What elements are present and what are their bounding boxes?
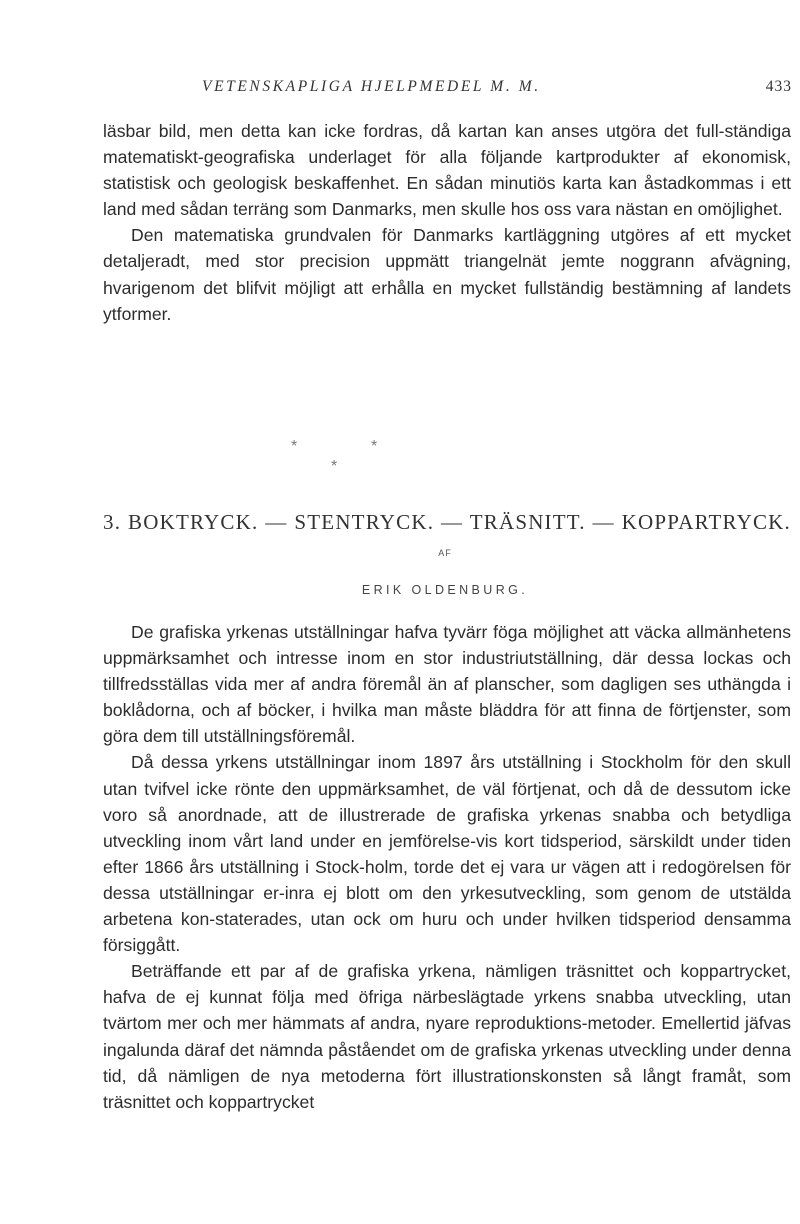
byline-af: AF xyxy=(438,548,452,558)
paragraph: De grafiska yrkenas utställningar hafva tyvärr föga möjlighet att väcka allmänhetens uppmärksamhet och intresse inom en stor industriutställning, där dessa lockas och tillfredsställas vida mer af andra föremål än af planscher, som dagligen ses uthängda i boklådorna, och af böcker, i hvilka man måste bläddra för att finna de förtjenster, som göra dem till utställningsföremål. xyxy=(103,622,791,747)
running-title: VETENSKAPLIGA HJELPMEDEL M. M. xyxy=(202,78,541,95)
author-name: ERIK OLDENBURG. xyxy=(361,583,529,597)
separator-star: * xyxy=(331,458,338,475)
running-header xyxy=(72,78,792,100)
separator-star: * xyxy=(371,438,378,455)
paragraph: Då dessa yrkens utställningar inom 1897 års utställning i Stockholm för den skull utan tvifvel icke rönte den uppmärksamhet, de väl förtjenat, och då de dessutom icke voro så anordnade, att de illustrerade de grafiska yrkenas snabba och betydliga utveckling inom vårt land under en jemförelse-vis kort tidsperiod, särskildt under tiden efter 1866 års utställning i Stock-holm, torde det ej vara ur vägen att i redogörelsen för dessa utställningar er-inra ej blott om den yrkesutveckling, som genom de utstälda arbetena kon-staterades, utan ock om huru och under hvilken tidsperiod densamma försiggått. xyxy=(103,752,791,956)
text-block-bottom xyxy=(103,619,791,1115)
paragraph: läsbar bild, men detta kan icke fordras, då kartan kan anses utgöra det full-ständiga matematiskt-geografiska underlaget för alla följande kartprodukter af ekonomisk, statistisk och geologisk beskaffenhet. En sådan minutiös karta kan åstadkommas i ett land med sådan terräng som Danmarks, men skulle hos oss vara nästan en omöjlighet. xyxy=(103,121,791,220)
text-block-top xyxy=(103,118,791,327)
separator-star: * xyxy=(291,438,298,455)
paragraph: Beträffande ett par af de grafiska yrkena, nämligen träsnittet och koppartrycket, hafva de ej kunnat följa med öfriga närbeslägtade yrkens snabba utveckling, utan tvärtom mer och mer hämmats af andra, nyare reproduktions-metoder. Emellertid jäfvas ingalunda däraf det nämnda påståendet om de grafiska yrkenas utveckling under denna tid, då nämligen de nya metoderna fört illustrationskonsten så långt framåt, som träsnittet och koppartrycket xyxy=(103,961,791,1112)
section-title: 3. BOKTRYCK. — STENTRYCK. — TRÄSNITT. — KOPPARTRYCK. xyxy=(103,510,791,534)
paragraph: Den matematiska grundvalen för Danmarks kartläggning utgöres af ett mycket detaljeradt, med stor precision uppmätt triangelnät jemte noggrann afvägning, hvarigenom det blifvit möjligt att erhålla en mycket fullständig bestämning af landets ytformer. xyxy=(103,225,791,324)
page-number: 433 xyxy=(765,78,792,95)
